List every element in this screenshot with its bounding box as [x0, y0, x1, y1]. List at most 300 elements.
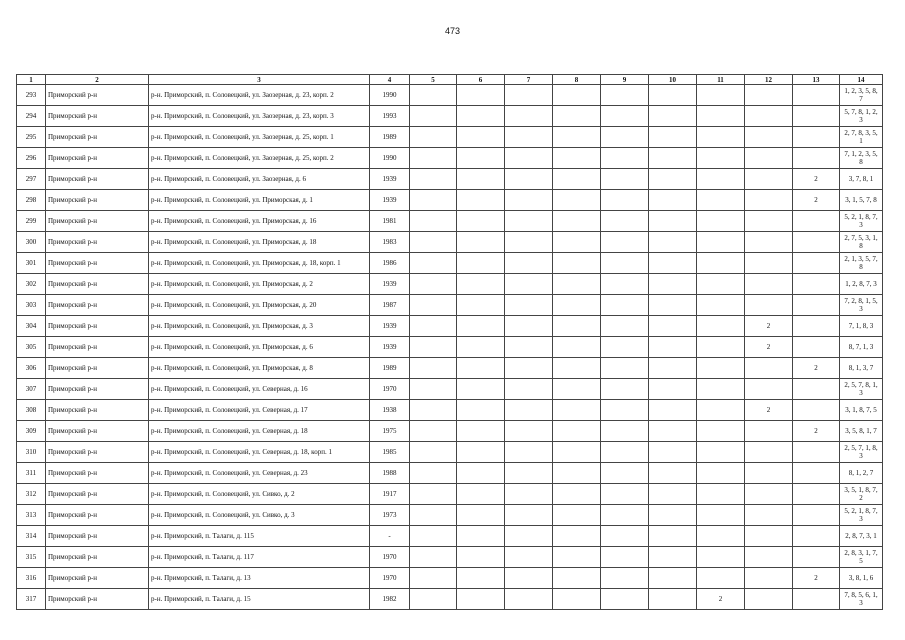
col13-cell — [793, 505, 840, 526]
col14-cell: 5, 2, 1, 8, 7, 3 — [840, 211, 883, 232]
col11-cell — [697, 442, 745, 463]
col11-cell — [697, 148, 745, 169]
column-header-14: 14 — [840, 75, 883, 85]
col10-cell — [649, 211, 697, 232]
col12-cell — [745, 442, 793, 463]
row-number: 293 — [17, 85, 46, 106]
col10-cell — [649, 358, 697, 379]
col8-cell — [553, 106, 601, 127]
col5-cell — [410, 442, 457, 463]
col9-cell — [601, 253, 649, 274]
col5-cell — [410, 274, 457, 295]
year-cell: - — [370, 526, 410, 547]
district-cell: Приморский р-н — [46, 85, 149, 106]
col11-cell — [697, 274, 745, 295]
row-number: 296 — [17, 148, 46, 169]
col5-cell — [410, 148, 457, 169]
col13-cell — [793, 463, 840, 484]
col11-cell — [697, 463, 745, 484]
col9-cell — [601, 463, 649, 484]
table-row — [17, 463, 883, 484]
col10-cell — [649, 442, 697, 463]
col14-cell: 2, 7, 5, 3, 1, 8 — [840, 232, 883, 253]
col7-cell — [505, 358, 553, 379]
col8-cell — [553, 463, 601, 484]
col9-cell — [601, 547, 649, 568]
col9-cell — [601, 85, 649, 106]
table-body — [17, 85, 883, 610]
address-cell: р-н. Приморский, п. Соловецкий, ул. Приморская, д. 8 — [149, 358, 370, 379]
district-cell: Приморский р-н — [46, 421, 149, 442]
col13-cell — [793, 442, 840, 463]
col11-cell — [697, 400, 745, 421]
row-number: 309 — [17, 421, 46, 442]
col11-cell — [697, 547, 745, 568]
table-row — [17, 106, 883, 127]
table-row — [17, 337, 883, 358]
col5-cell — [410, 589, 457, 610]
col10-cell — [649, 484, 697, 505]
col7-cell — [505, 295, 553, 316]
address-cell: р-н. Приморский, п. Талаги, д. 13 — [149, 568, 370, 589]
col14-cell: 1, 2, 3, 5, 8, 7 — [840, 85, 883, 106]
col10-cell — [649, 547, 697, 568]
table-row — [17, 127, 883, 148]
year-cell: 1985 — [370, 442, 410, 463]
address-cell: р-н. Приморский, п. Соловецкий, ул. Северная, д. 16 — [149, 379, 370, 400]
col9-cell — [601, 211, 649, 232]
col10-cell — [649, 463, 697, 484]
col6-cell — [457, 127, 505, 148]
row-number: 299 — [17, 211, 46, 232]
col13-cell — [793, 211, 840, 232]
col5-cell — [410, 337, 457, 358]
col8-cell — [553, 379, 601, 400]
col7-cell — [505, 148, 553, 169]
col12-cell — [745, 253, 793, 274]
row-number: 308 — [17, 400, 46, 421]
col9-cell — [601, 442, 649, 463]
year-cell: 1938 — [370, 400, 410, 421]
col7-cell — [505, 379, 553, 400]
col6-cell — [457, 211, 505, 232]
col6-cell — [457, 547, 505, 568]
address-cell: р-н. Приморский, п. Соловецкий, ул. Северная, д. 18, корп. 1 — [149, 442, 370, 463]
col13-cell: 2 — [793, 421, 840, 442]
col6-cell — [457, 442, 505, 463]
col9-cell — [601, 169, 649, 190]
col10-cell — [649, 85, 697, 106]
col13-cell — [793, 316, 840, 337]
col5-cell — [410, 85, 457, 106]
year-cell: 1986 — [370, 253, 410, 274]
address-cell: р-н. Приморский, п. Соловецкий, ул. Приморская, д. 18, корп. 1 — [149, 253, 370, 274]
col6-cell — [457, 400, 505, 421]
col7-cell — [505, 253, 553, 274]
row-number: 304 — [17, 316, 46, 337]
column-header-13: 13 — [793, 75, 840, 85]
col13-cell: 2 — [793, 169, 840, 190]
col13-cell: 2 — [793, 568, 840, 589]
col13-cell — [793, 337, 840, 358]
col9-cell — [601, 106, 649, 127]
col12-cell — [745, 190, 793, 211]
col6-cell — [457, 379, 505, 400]
col14-cell: 2, 5, 7, 1, 8, 3 — [840, 442, 883, 463]
district-cell: Приморский р-н — [46, 589, 149, 610]
col11-cell — [697, 358, 745, 379]
table-row — [17, 148, 883, 169]
col9-cell — [601, 400, 649, 421]
address-cell: р-н. Приморский, п. Талаги, д. 15 — [149, 589, 370, 610]
col8-cell — [553, 337, 601, 358]
col7-cell — [505, 589, 553, 610]
table-row — [17, 232, 883, 253]
col10-cell — [649, 295, 697, 316]
year-cell: 1939 — [370, 337, 410, 358]
col14-cell: 8, 7, 1, 3 — [840, 337, 883, 358]
col7-cell — [505, 568, 553, 589]
address-cell: р-н. Приморский, п. Соловецкий, ул. Сивко, д. 3 — [149, 505, 370, 526]
col13-cell — [793, 589, 840, 610]
col10-cell — [649, 148, 697, 169]
year-cell: 1939 — [370, 190, 410, 211]
col9-cell — [601, 148, 649, 169]
col13-cell: 2 — [793, 358, 840, 379]
col9-cell — [601, 295, 649, 316]
col6-cell — [457, 148, 505, 169]
col7-cell — [505, 337, 553, 358]
col7-cell — [505, 463, 553, 484]
col7-cell — [505, 127, 553, 148]
col12-cell — [745, 379, 793, 400]
year-cell: 1970 — [370, 379, 410, 400]
table-row — [17, 190, 883, 211]
col14-cell: 2, 8, 7, 3, 1 — [840, 526, 883, 547]
col13-cell — [793, 106, 840, 127]
row-number: 315 — [17, 547, 46, 568]
col5-cell — [410, 526, 457, 547]
col8-cell — [553, 547, 601, 568]
address-cell: р-н. Приморский, п. Соловецкий, ул. Приморская, д. 2 — [149, 274, 370, 295]
col5-cell — [410, 463, 457, 484]
col6-cell — [457, 568, 505, 589]
address-cell: р-н. Приморский, п. Соловецкий, ул. Приморская, д. 18 — [149, 232, 370, 253]
col7-cell — [505, 400, 553, 421]
column-header-5: 5 — [410, 75, 457, 85]
row-number: 300 — [17, 232, 46, 253]
col6-cell — [457, 232, 505, 253]
col9-cell — [601, 505, 649, 526]
col12-cell — [745, 568, 793, 589]
col14-cell: 7, 1, 8, 3 — [840, 316, 883, 337]
col9-cell — [601, 190, 649, 211]
col8-cell — [553, 232, 601, 253]
col11-cell — [697, 337, 745, 358]
col14-cell: 3, 7, 8, 1 — [840, 169, 883, 190]
col10-cell — [649, 232, 697, 253]
col11-cell — [697, 505, 745, 526]
district-cell: Приморский р-н — [46, 358, 149, 379]
col7-cell — [505, 211, 553, 232]
col9-cell — [601, 232, 649, 253]
table-row — [17, 421, 883, 442]
col12-cell — [745, 148, 793, 169]
district-cell: Приморский р-н — [46, 568, 149, 589]
address-cell: р-н. Приморский, п. Соловецкий, ул. Приморская, д. 16 — [149, 211, 370, 232]
address-cell: р-н. Приморский, п. Соловецкий, ул. Заозерная, д. 25, корп. 1 — [149, 127, 370, 148]
district-cell: Приморский р-н — [46, 169, 149, 190]
col10-cell — [649, 169, 697, 190]
table-row — [17, 85, 883, 106]
row-number: 298 — [17, 190, 46, 211]
col8-cell — [553, 442, 601, 463]
table-header — [17, 75, 883, 85]
column-header-4: 4 — [370, 75, 410, 85]
col13-cell — [793, 148, 840, 169]
table-row — [17, 400, 883, 421]
row-number: 295 — [17, 127, 46, 148]
column-header-12: 12 — [745, 75, 793, 85]
col7-cell — [505, 274, 553, 295]
row-number: 306 — [17, 358, 46, 379]
table-row — [17, 274, 883, 295]
col7-cell — [505, 421, 553, 442]
col10-cell — [649, 400, 697, 421]
col7-cell — [505, 484, 553, 505]
col12-cell — [745, 589, 793, 610]
table-row — [17, 442, 883, 463]
col14-cell: 5, 7, 8, 1, 2, 3 — [840, 106, 883, 127]
col7-cell — [505, 232, 553, 253]
col5-cell — [410, 379, 457, 400]
col12-cell — [745, 211, 793, 232]
col9-cell — [601, 316, 649, 337]
year-cell: 1917 — [370, 484, 410, 505]
table-row — [17, 358, 883, 379]
col12-cell — [745, 274, 793, 295]
col10-cell — [649, 526, 697, 547]
row-number: 310 — [17, 442, 46, 463]
col9-cell — [601, 358, 649, 379]
col5-cell — [410, 400, 457, 421]
col13-cell — [793, 85, 840, 106]
col7-cell — [505, 106, 553, 127]
district-cell: Приморский р-н — [46, 337, 149, 358]
year-cell: 1939 — [370, 316, 410, 337]
col13-cell — [793, 274, 840, 295]
col8-cell — [553, 274, 601, 295]
row-number: 303 — [17, 295, 46, 316]
row-number: 314 — [17, 526, 46, 547]
col12-cell — [745, 295, 793, 316]
col6-cell — [457, 505, 505, 526]
year-cell: 1975 — [370, 421, 410, 442]
row-number: 301 — [17, 253, 46, 274]
col10-cell — [649, 106, 697, 127]
col12-cell — [745, 484, 793, 505]
col12-cell — [745, 358, 793, 379]
col9-cell — [601, 421, 649, 442]
col10-cell — [649, 505, 697, 526]
col11-cell — [697, 568, 745, 589]
column-header-8: 8 — [553, 75, 601, 85]
col12-cell — [745, 85, 793, 106]
col13-cell — [793, 232, 840, 253]
col13-cell — [793, 547, 840, 568]
table-row — [17, 295, 883, 316]
row-number: 302 — [17, 274, 46, 295]
col11-cell — [697, 85, 745, 106]
col8-cell — [553, 316, 601, 337]
address-cell: р-н. Приморский, п. Соловецкий, ул. Приморская, д. 6 — [149, 337, 370, 358]
col11-cell — [697, 421, 745, 442]
col9-cell — [601, 589, 649, 610]
col13-cell: 2 — [793, 190, 840, 211]
district-cell: Приморский р-н — [46, 463, 149, 484]
district-cell: Приморский р-н — [46, 442, 149, 463]
col8-cell — [553, 400, 601, 421]
col7-cell — [505, 505, 553, 526]
col8-cell — [553, 148, 601, 169]
col14-cell: 2, 5, 7, 8, 1, 3 — [840, 379, 883, 400]
col6-cell — [457, 85, 505, 106]
column-header-7: 7 — [505, 75, 553, 85]
row-number: 305 — [17, 337, 46, 358]
year-cell: 1987 — [370, 295, 410, 316]
col8-cell — [553, 421, 601, 442]
col6-cell — [457, 526, 505, 547]
col12-cell — [745, 526, 793, 547]
col5-cell — [410, 358, 457, 379]
address-cell: р-н. Приморский, п. Соловецкий, ул. Сивко, д. 2 — [149, 484, 370, 505]
district-cell: Приморский р-н — [46, 400, 149, 421]
row-number: 313 — [17, 505, 46, 526]
col7-cell — [505, 190, 553, 211]
column-header-1: 1 — [17, 75, 46, 85]
district-cell: Приморский р-н — [46, 274, 149, 295]
col10-cell — [649, 421, 697, 442]
column-header-11: 11 — [697, 75, 745, 85]
col14-cell: 8, 1, 2, 7 — [840, 463, 883, 484]
table-row — [17, 589, 883, 610]
col6-cell — [457, 106, 505, 127]
table-row — [17, 547, 883, 568]
col5-cell — [410, 190, 457, 211]
year-cell: 1970 — [370, 568, 410, 589]
address-cell: р-н. Приморский, п. Талаги, д. 117 — [149, 547, 370, 568]
district-cell: Приморский р-н — [46, 190, 149, 211]
col14-cell: 5, 2, 1, 8, 7, 3 — [840, 505, 883, 526]
col5-cell — [410, 568, 457, 589]
col8-cell — [553, 169, 601, 190]
col14-cell: 1, 2, 8, 7, 3 — [840, 274, 883, 295]
column-header-10: 10 — [649, 75, 697, 85]
table-row — [17, 505, 883, 526]
row-number: 317 — [17, 589, 46, 610]
year-cell: 1970 — [370, 547, 410, 568]
col6-cell — [457, 421, 505, 442]
address-cell: р-н. Приморский, п. Соловецкий, ул. Заозерная, д. 25, корп. 2 — [149, 148, 370, 169]
col5-cell — [410, 421, 457, 442]
col5-cell — [410, 253, 457, 274]
district-cell: Приморский р-н — [46, 232, 149, 253]
col5-cell — [410, 211, 457, 232]
col6-cell — [457, 358, 505, 379]
col7-cell — [505, 526, 553, 547]
col8-cell — [553, 526, 601, 547]
row-number: 307 — [17, 379, 46, 400]
register-table — [16, 74, 883, 610]
col6-cell — [457, 316, 505, 337]
year-cell: 1939 — [370, 274, 410, 295]
col5-cell — [410, 547, 457, 568]
col6-cell — [457, 337, 505, 358]
col8-cell — [553, 190, 601, 211]
col12-cell — [745, 505, 793, 526]
col5-cell — [410, 316, 457, 337]
col13-cell — [793, 127, 840, 148]
year-cell: 1983 — [370, 232, 410, 253]
district-cell: Приморский р-н — [46, 253, 149, 274]
col14-cell: 8, 1, 3, 7 — [840, 358, 883, 379]
col7-cell — [505, 547, 553, 568]
col10-cell — [649, 127, 697, 148]
col7-cell — [505, 85, 553, 106]
year-cell: 1982 — [370, 589, 410, 610]
col11-cell — [697, 211, 745, 232]
col13-cell — [793, 400, 840, 421]
col10-cell — [649, 568, 697, 589]
col14-cell: 2, 7, 8, 3, 5, 1 — [840, 127, 883, 148]
year-cell: 1989 — [370, 358, 410, 379]
col6-cell — [457, 253, 505, 274]
year-cell: 1988 — [370, 463, 410, 484]
district-cell: Приморский р-н — [46, 127, 149, 148]
year-cell: 1981 — [370, 211, 410, 232]
year-cell: 1993 — [370, 106, 410, 127]
col8-cell — [553, 85, 601, 106]
col12-cell: 2 — [745, 400, 793, 421]
col13-cell — [793, 484, 840, 505]
year-cell: 1989 — [370, 127, 410, 148]
col8-cell — [553, 358, 601, 379]
district-cell: Приморский р-н — [46, 547, 149, 568]
col14-cell: 3, 8, 1, 6 — [840, 568, 883, 589]
col12-cell — [745, 547, 793, 568]
district-cell: Приморский р-н — [46, 505, 149, 526]
address-cell: р-н. Приморский, п. Соловецкий, ул. Заозерная, д. 23, корп. 2 — [149, 85, 370, 106]
col5-cell — [410, 505, 457, 526]
col11-cell — [697, 190, 745, 211]
address-cell: р-н. Приморский, п. Соловецкий, ул. Заозерная, д. 23, корп. 3 — [149, 106, 370, 127]
col11-cell — [697, 295, 745, 316]
col8-cell — [553, 253, 601, 274]
col11-cell — [697, 484, 745, 505]
address-cell: р-н. Приморский, п. Соловецкий, ул. Заозерная, д. 6 — [149, 169, 370, 190]
col14-cell: 7, 1, 2, 3, 5, 8 — [840, 148, 883, 169]
table-row — [17, 211, 883, 232]
district-cell: Приморский р-н — [46, 211, 149, 232]
col10-cell — [649, 253, 697, 274]
col13-cell — [793, 253, 840, 274]
col11-cell — [697, 379, 745, 400]
col14-cell: 2, 8, 3, 1, 7, 5 — [840, 547, 883, 568]
col12-cell — [745, 421, 793, 442]
district-cell: Приморский р-н — [46, 484, 149, 505]
row-number: 312 — [17, 484, 46, 505]
col8-cell — [553, 127, 601, 148]
